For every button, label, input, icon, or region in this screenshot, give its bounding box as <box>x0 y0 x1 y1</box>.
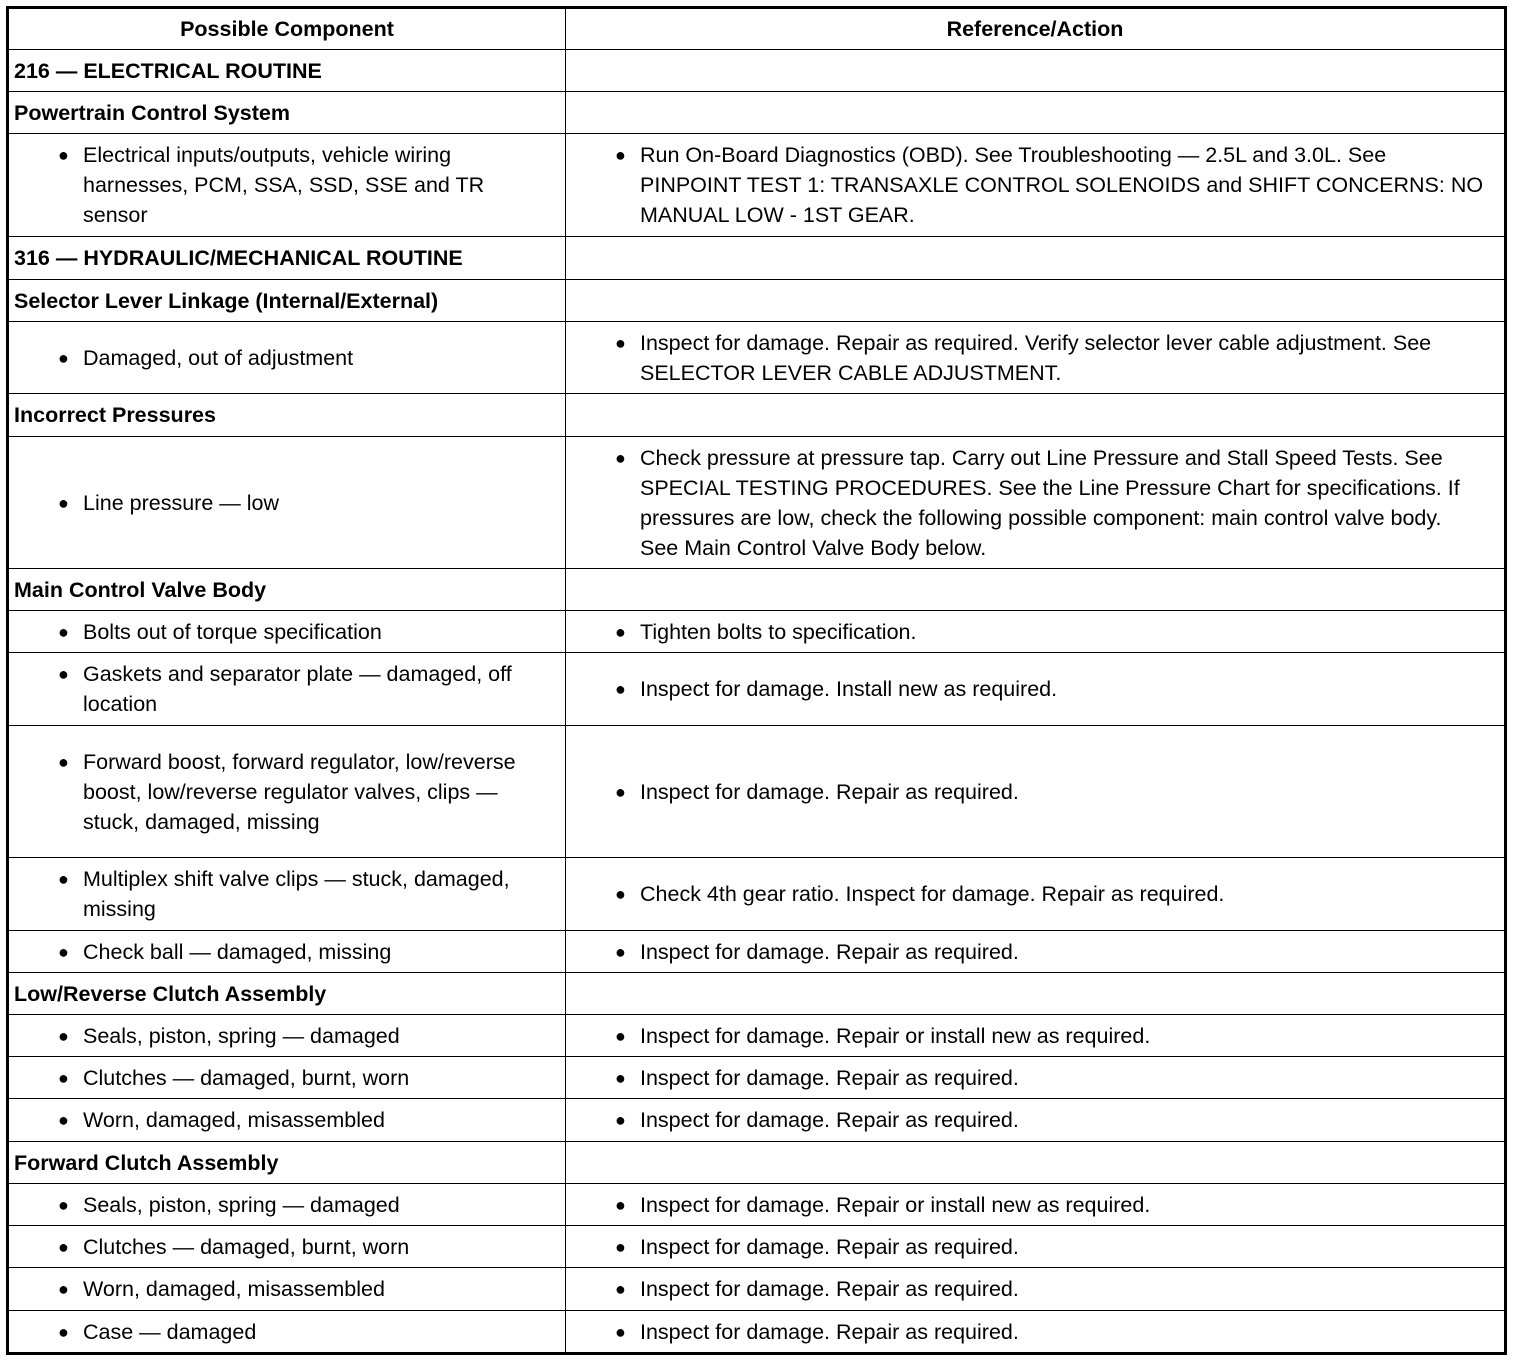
action-cell <box>566 1311 1506 1354</box>
empty-cell <box>566 92 1506 134</box>
table-row <box>8 653 1506 726</box>
bullet-icon: ● <box>615 1110 626 1130</box>
bullet-item <box>9 1317 565 1347</box>
bullet-item <box>566 937 1504 967</box>
section-row <box>8 569 1506 611</box>
component-text: Seals, piston, spring — damaged <box>83 1192 400 1217</box>
header-row <box>8 8 1506 50</box>
component-cell <box>8 1057 566 1099</box>
table-row <box>8 611 1506 653</box>
bullet-item <box>566 328 1504 388</box>
empty-cell <box>566 50 1506 92</box>
bullet-item <box>9 343 565 373</box>
component-text: Worn, damaged, misassembled <box>83 1277 385 1301</box>
action-cell <box>566 437 1506 569</box>
diagnostic-table <box>6 6 1507 1355</box>
section-title: Main Control Valve Body <box>8 569 566 611</box>
bullet-icon: ● <box>58 347 69 368</box>
component-text: Gaskets and separator plate — damaged, off location <box>83 662 512 716</box>
component-cell <box>8 653 566 726</box>
bullet-icon: ● <box>58 664 69 684</box>
action-text: Inspect for damage. Repair as required. <box>640 1108 1019 1132</box>
action-text: Tighten bolts to specification. <box>640 619 917 644</box>
component-text: Forward boost, forward regulator, low/reverse boost, low/reverse regulator valves, clips — stuck, damaged, missing <box>83 749 516 834</box>
bullet-icon: ● <box>58 1236 69 1257</box>
bullet-icon: ● <box>58 1025 69 1046</box>
table-row <box>8 931 1506 973</box>
action-text: Inspect for damage. Repair or install new as required. <box>640 1192 1151 1217</box>
table-row <box>8 858 1506 931</box>
bullet-item <box>566 1232 1504 1262</box>
action-cell <box>566 1099 1506 1142</box>
action-text: Inspect for damage. Install new as required. <box>640 677 1058 701</box>
component-text: Worn, damaged, misassembled <box>83 1108 385 1132</box>
header-possible-component: Possible Component <box>8 8 566 50</box>
bullet-icon: ● <box>615 1067 626 1088</box>
bullet-icon: ● <box>615 781 626 802</box>
bullet-icon: ● <box>615 1025 626 1046</box>
component-cell <box>8 1099 566 1142</box>
component-cell <box>8 1268 566 1311</box>
bullet-icon: ● <box>615 1321 626 1342</box>
bullet-icon: ● <box>615 447 626 468</box>
action-text: Inspect for damage. Repair as required. <box>640 1319 1019 1344</box>
bullet-icon: ● <box>58 1279 69 1299</box>
bullet-item <box>9 747 565 837</box>
bullet-icon: ● <box>58 1067 69 1088</box>
table-row <box>8 134 1506 237</box>
bullet-item <box>566 777 1504 807</box>
action-cell <box>566 858 1506 931</box>
section-row <box>8 973 1506 1015</box>
action-text: Inspect for damage. Repair as required. <box>640 1065 1019 1090</box>
bullet-item <box>9 1190 565 1220</box>
action-cell <box>566 611 1506 653</box>
action-cell <box>566 322 1506 394</box>
component-text: Bolts out of torque specification <box>83 619 382 644</box>
bullet-item <box>566 879 1504 909</box>
table-row <box>8 437 1506 569</box>
bullet-item <box>9 937 565 967</box>
bullet-icon: ● <box>615 332 626 353</box>
table-row <box>8 1226 1506 1268</box>
bullet-item <box>566 1317 1504 1347</box>
section-row <box>8 92 1506 134</box>
component-cell <box>8 1015 566 1057</box>
bullet-item <box>566 1105 1504 1135</box>
bullet-icon: ● <box>615 1194 626 1215</box>
action-cell <box>566 653 1506 726</box>
table-row <box>8 1268 1506 1311</box>
action-cell <box>566 726 1506 858</box>
bullet-icon: ● <box>58 621 69 642</box>
component-cell <box>8 1311 566 1354</box>
action-cell <box>566 1015 1506 1057</box>
component-cell <box>8 134 566 237</box>
component-text: Seals, piston, spring — damaged <box>83 1023 400 1048</box>
table-row <box>8 322 1506 394</box>
bullet-icon: ● <box>58 1110 69 1130</box>
bullet-icon: ● <box>615 145 626 165</box>
bullet-item <box>566 617 1504 647</box>
bullet-item <box>566 443 1504 563</box>
table-row <box>8 1311 1506 1354</box>
bullet-icon: ● <box>58 1321 69 1342</box>
bullet-item <box>566 1021 1504 1051</box>
component-text: Line pressure — low <box>83 490 279 515</box>
action-text: Check pressure at pressure tap. Carry out Line Pressure and Stall Speed Tests. See SPECIAL TESTING PROCEDURES. See the Line Pressure Chart for specifications. If pressures are low, check the following possible component: main control valve body. See Main Control Valve Body below. <box>640 445 1460 560</box>
empty-cell <box>566 569 1506 611</box>
bullet-icon: ● <box>615 679 626 699</box>
bullet-item <box>9 617 565 647</box>
bullet-icon: ● <box>615 884 626 904</box>
table-row <box>8 1015 1506 1057</box>
action-text: Inspect for damage. Repair as required. <box>640 1277 1019 1301</box>
section-title: Low/Reverse Clutch Assembly <box>8 973 566 1015</box>
empty-cell <box>566 237 1506 280</box>
bullet-item <box>9 1105 565 1135</box>
bullet-icon: ● <box>58 1194 69 1215</box>
bullet-icon: ● <box>58 941 69 962</box>
component-text: Case — damaged <box>83 1319 257 1344</box>
section-title: Powertrain Control System <box>8 92 566 134</box>
action-cell <box>566 1226 1506 1268</box>
bullet-icon: ● <box>615 1279 626 1299</box>
action-text: Inspect for damage. Repair as required. <box>640 1234 1019 1259</box>
bullet-item <box>9 1063 565 1093</box>
table-row <box>8 1099 1506 1142</box>
bullet-item <box>9 659 565 719</box>
bullet-item <box>9 1232 565 1262</box>
bullet-item <box>566 674 1504 704</box>
bullet-icon: ● <box>58 145 69 165</box>
component-text: Clutches — damaged, burnt, worn <box>83 1065 410 1090</box>
table-row <box>8 1057 1506 1099</box>
action-cell <box>566 134 1506 237</box>
component-cell <box>8 1226 566 1268</box>
section-row <box>8 237 1506 280</box>
bullet-icon: ● <box>615 621 626 642</box>
section-title: Forward Clutch Assembly <box>8 1142 566 1184</box>
bullet-item <box>9 140 565 230</box>
bullet-icon: ● <box>58 492 69 513</box>
action-text: Inspect for damage. Repair as required. <box>640 779 1019 804</box>
section-row <box>8 394 1506 437</box>
action-cell <box>566 1057 1506 1099</box>
bullet-icon: ● <box>58 869 69 889</box>
empty-cell <box>566 280 1506 322</box>
component-cell <box>8 858 566 931</box>
bullet-item <box>9 1021 565 1051</box>
section-title: Incorrect Pressures <box>8 394 566 437</box>
bullet-item <box>566 1063 1504 1093</box>
action-text: Inspect for damage. Repair as required. Verify selector lever cable adjustment. See SELECTOR LEVER CABLE ADJUSTMENT. <box>640 330 1432 385</box>
action-cell <box>566 1268 1506 1311</box>
component-text: Check ball — damaged, missing <box>83 939 392 964</box>
empty-cell <box>566 1142 1506 1184</box>
component-cell <box>8 611 566 653</box>
section-row <box>8 280 1506 322</box>
action-cell <box>566 931 1506 973</box>
empty-cell <box>566 394 1506 437</box>
bullet-item <box>566 1190 1504 1220</box>
component-cell <box>8 437 566 569</box>
component-text: Electrical inputs/outputs, vehicle wiring harnesses, PCM, SSA, SSD, SSE and TR sensor <box>83 143 485 227</box>
action-text: Inspect for damage. Repair or install new as required. <box>640 1023 1151 1048</box>
bullet-item <box>566 140 1504 230</box>
component-text: Clutches — damaged, burnt, worn <box>83 1234 410 1259</box>
bullet-icon: ● <box>615 1236 626 1257</box>
component-cell <box>8 931 566 973</box>
action-text: Inspect for damage. Repair as required. <box>640 939 1019 964</box>
empty-cell <box>566 973 1506 1015</box>
action-text: Check 4th gear ratio. Inspect for damage. Repair as required. <box>640 882 1225 906</box>
bullet-icon: ● <box>615 941 626 962</box>
header-reference-action: Reference/Action <box>566 8 1506 50</box>
component-cell <box>8 1184 566 1226</box>
section-row <box>8 50 1506 92</box>
table-row <box>8 1184 1506 1226</box>
section-title: Selector Lever Linkage (Internal/External) <box>8 280 566 322</box>
bullet-item <box>9 1274 565 1304</box>
table-row <box>8 726 1506 858</box>
section-title: 316 — HYDRAULIC/MECHANICAL ROUTINE <box>8 237 566 280</box>
component-cell <box>8 322 566 394</box>
component-cell <box>8 726 566 858</box>
bullet-item <box>9 488 565 518</box>
action-text: Run On-Board Diagnostics (OBD). See Troubleshooting — 2.5L and 3.0L. See PINPOINT TEST 1: TRANSAXLE CONTROL SOLENOIDS and SHIFT CONCERNS: NO MANUAL LOW - 1ST GEAR. <box>640 143 1484 227</box>
component-text: Damaged, out of adjustment <box>83 345 354 370</box>
bullet-item <box>566 1274 1504 1304</box>
component-text: Multiplex shift valve clips — stuck, damaged, missing <box>83 867 510 921</box>
action-cell <box>566 1184 1506 1226</box>
bullet-icon: ● <box>58 751 69 772</box>
section-title: 216 — ELECTRICAL ROUTINE <box>8 50 566 92</box>
section-row <box>8 1142 1506 1184</box>
bullet-item <box>9 864 565 924</box>
